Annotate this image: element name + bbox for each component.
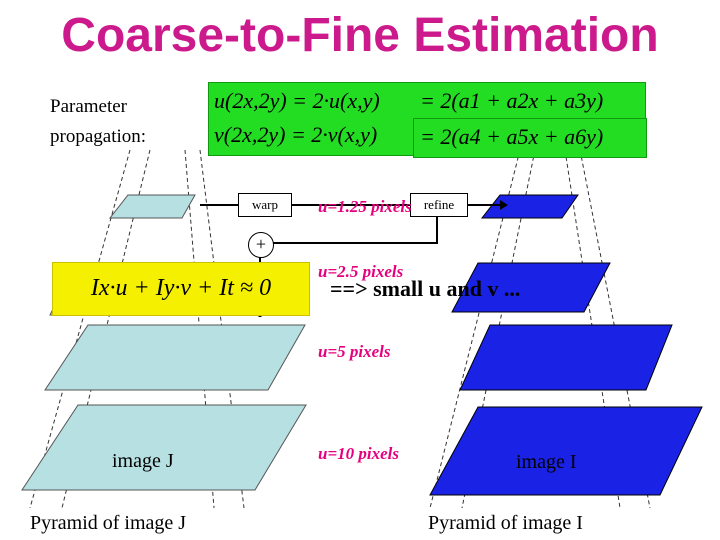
warp-box [238,193,292,217]
u-equation-right: = 2(a1 + a2x + a3y) [420,88,604,113]
refine-box [410,193,468,217]
velocity-level-3: u=2.5 pixels [318,262,404,281]
slide-title: Coarse-to-Fine Estimation [61,9,659,62]
small-uv-text: ==> small u and v ... [330,276,521,301]
v-equation-left: v(2x,2y) = 2·v(x,y) [214,122,378,147]
parameter-label-line1: Parameter [50,96,128,117]
plus-symbol: + [255,234,267,254]
constraint-equation: Ix·u + Iy·v + It ≈ 0 [90,275,272,301]
pyramid-j-level-2 [45,325,305,390]
velocity-level-4: u=1.25 pixels [318,197,412,216]
warp-label: warp [252,197,278,212]
image-i-label: image I [516,451,577,473]
image-j-label: image J [112,450,174,472]
constraint-equation-box [52,262,310,316]
pyramid-j-caption: Pyramid of image J [30,512,187,534]
pyramid-i-caption: Pyramid of image I [428,512,583,534]
u-equation-left: u(2x,2y) = 2·u(x,y) [214,88,380,113]
v-equation-right: = 2(a4 + a5x + a6y) [420,124,604,149]
refine-label: refine [423,197,455,212]
velocity-level-2: u=5 pixels [318,342,391,361]
pyramid-i-level-4 [482,195,578,218]
velocity-level-1: u=10 pixels [318,444,399,463]
parameter-label-line2: propagation: [50,126,147,147]
pyramid-i-level-2 [460,325,672,390]
sum-node [248,232,274,258]
pyramid-j-level-1 [22,405,306,490]
parameter-propagation-label [50,92,146,152]
pyramid-j-level-4 [110,195,195,218]
